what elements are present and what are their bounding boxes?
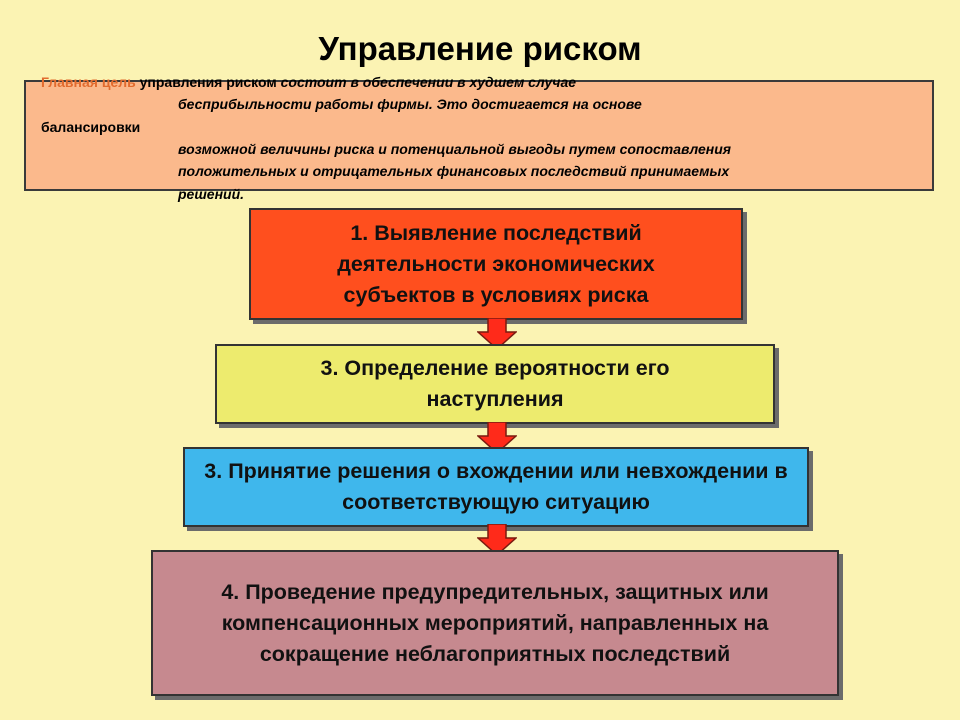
step-4-text: 4. Проведение предупредительных, защитных или компенсационных мероприятий, направленных на сокращение неблагоприятных последствий (221, 579, 769, 666)
page-title: Управление риском (318, 30, 642, 67)
step-box-3 (183, 447, 809, 527)
step-2-text: 3. Определение вероятности его наступления (320, 356, 670, 411)
goal-line-2: бесприбыльности работы фирмы. Это достигается на основе (178, 96, 642, 112)
goal-line-1a: управления риском (139, 74, 277, 90)
step-box-1 (249, 208, 743, 320)
step-1-text: 1. Выявление последствий деятельности экономических субъектов в условиях риска (337, 220, 655, 307)
step-box-4 (151, 550, 839, 696)
step-box-2 (215, 344, 775, 424)
goal-line-1 (41, 74, 576, 90)
step-3-text: 3. Принятие решения о вхождении или невхождении в соответствующую ситуацию (204, 459, 788, 514)
goal-line-6: решений. (178, 186, 245, 202)
goal-line-4: возможной величины риска и потенциальной выгоды путем сопоставления (178, 141, 732, 157)
goal-line-5: положительных и отрицательных финансовых последствий принимаемых (178, 163, 730, 179)
goal-line-1b: состоит в обеспечении в худшем случае (280, 74, 577, 90)
goal-lead: Главная цель (41, 74, 136, 90)
goal-line-3: балансировки (41, 119, 141, 135)
